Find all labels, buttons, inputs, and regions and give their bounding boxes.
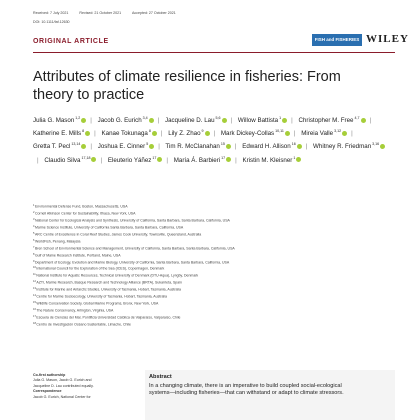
author-separator: | [213,130,216,138]
author-name[interactable] [238,117,287,124]
author-name-text: Tim R. McClanahan [165,143,220,151]
affiliation-number: 12 [33,280,36,284]
orcid-icon[interactable] [380,144,385,149]
orcid-icon[interactable] [157,157,162,162]
author-name[interactable] [301,130,347,137]
correspondence-heading: Correspondence [33,389,62,394]
affiliation-item [33,252,393,259]
affiliation-item [33,224,393,231]
author-separator: | [293,130,296,138]
affiliation-number: 10 [33,266,36,270]
affiliation-text: Gulf of Maine Research Institute, Portland, Maine, USA [34,252,121,257]
affiliation-item [33,300,393,307]
affiliation-number: 16 [33,308,36,312]
author-separator: | [100,156,103,164]
article-type-label: ORIGINAL ARTICLE [33,38,109,45]
author-name[interactable] [313,143,385,150]
author-name[interactable] [168,130,209,137]
orcid-icon[interactable] [361,118,366,123]
affiliation-item [33,293,393,300]
orcid-icon[interactable] [205,131,210,136]
article-dates [33,11,186,15]
author-separator: | [160,130,163,138]
author-separator: | [158,143,160,151]
author-name-text: Kristin M. Kleisner [242,156,293,164]
affiliation-text: International Council for the Exploration of the Sea (ICES), Copenhagen, Denmark [36,266,165,271]
affiliation-number: 17 [33,315,36,318]
affiliation-superscript: 10,11 [275,129,284,134]
affiliation-text: Department of Ecology, Evolution and Marine Biology, University of California, Santa Barbara, Santa Barbara, California, USA [34,259,230,264]
author-name-text: Katherine E. Mills [33,130,82,138]
author-name-text: Eleuterio Yáñez [107,156,152,164]
affiliation-number: 8 [33,252,35,256]
affiliation-text: WorldFish, Penang, Malaysia [34,239,81,244]
header-divider [33,52,395,53]
abstract-heading: Abstract [149,374,172,380]
affiliation-text: Institute for Marine and Antarctic Studies, University of Tasmania, Hobart, Tasmania, Australia [36,287,181,292]
author-name[interactable] [174,157,231,164]
orcid-icon[interactable] [85,131,90,136]
author-separator: | [351,130,353,138]
author-separator: | [37,156,39,164]
affiliation-item [33,231,393,238]
author-name[interactable] [33,143,86,150]
cofirst-text-2: Jacqueline D. Lau contributed equally. [33,383,94,388]
author-name[interactable] [44,157,96,164]
orcid-icon[interactable] [296,157,301,162]
affiliation-item [33,203,393,210]
orcid-icon[interactable] [81,118,86,123]
author-separator: | [291,117,293,124]
affiliation-superscript: 1 [279,116,282,120]
affiliation-number: 7 [33,245,35,249]
affiliation-item [33,238,393,245]
orcid-icon[interactable] [91,157,96,162]
revised-date: Revised: 21 October 2021 [79,11,122,15]
author-name-text: Julia G. Mason [33,117,75,124]
author-separator: | [305,143,308,151]
publisher-logo: WILEY [366,33,409,45]
affiliation-text: The Nature Conservancy, Arlington, Virginia, USA [36,308,114,313]
orcid-icon[interactable] [297,144,302,149]
author-list [33,113,393,166]
affiliation-number: 11 [33,273,36,277]
author-name[interactable] [298,117,365,124]
affiliation-number: 5 [33,231,35,235]
affiliation-number: 14 [33,294,36,298]
author-name-text: Christopher M. Free [298,117,354,124]
author-name-text: Joshua E. Cinner [97,143,146,151]
affiliation-item [33,314,393,321]
affiliation-item [33,272,393,279]
accepted-date: Accepted: 27 October 2021 [131,11,176,15]
affiliation-text: Cornell Atkinson Center for Sustainability, Ithaca, New York, USA [34,211,136,216]
orcid-icon[interactable] [81,144,86,149]
article-title: Attributes of climate resilience in fisheries: From theory to practice [33,69,341,103]
author-name-text: Whitney R. Friedman [313,143,372,151]
doi-link[interactable]: DOI: 10.1111/faf.12630 [33,20,70,24]
author-separator: | [157,117,160,124]
author-separator: | [90,117,92,124]
author-separator: | [166,156,168,164]
orcid-icon[interactable] [152,131,157,136]
affiliation-superscript: 3,16 [372,142,380,147]
affiliation-item [33,321,393,328]
author-name[interactable] [165,117,227,124]
affiliation-item [33,245,393,252]
affiliation-superscript: 5 [146,142,149,147]
affiliation-number: 6 [33,238,35,242]
affiliation-number: 15 [33,301,36,305]
affiliation-number: 1 [33,204,35,207]
author-separator: | [90,143,92,151]
author-name[interactable] [33,130,90,137]
affiliation-text: Centre for Marine Socioecology, University of Tasmania, Hobart, Tasmania, Australia [36,294,167,299]
author-name[interactable] [165,143,230,150]
affiliation-item [33,286,393,293]
affiliation-item [33,265,393,272]
orcid-icon[interactable] [149,118,154,123]
affiliation-superscript: 8 [148,129,151,134]
affiliation-superscript: 13,14 [71,142,81,147]
author-name-text: Jacob G. Eurich [97,117,142,124]
orcid-icon[interactable] [342,131,347,136]
affiliation-item [33,259,393,266]
author-name-text: Kanae Tokunaga [101,130,148,138]
orcid-icon[interactable] [282,118,287,123]
received-date: Received: 7 July 2021 [33,11,69,15]
affiliation-superscript: 4,7 [354,116,360,120]
affiliation-text: Bren School of Environmental Science and Management, University of California, Santa Barbara, Santa Barbara, California, USA [34,246,235,251]
affiliation-number: 2 [33,210,35,214]
author-name[interactable] [243,157,302,164]
author-separator: | [94,130,96,138]
affiliation-superscript: 9 [201,129,204,134]
affiliation-list [33,203,393,328]
correspondence-text: Jacob G. Eurich, National Center for [33,394,91,399]
orcid-icon[interactable] [222,118,227,123]
affiliation-superscript: 16 [291,142,296,147]
affiliation-text: AZTI, Marine Research, Basque Research and Technology Alliance (BRTA), Sukarrieta, Spain [36,280,182,285]
author-name-text: Willow Battista [237,117,279,124]
orcid-icon[interactable] [285,131,290,136]
affiliation-superscript: 3,12 [334,129,342,134]
author-name[interactable] [242,143,302,150]
author-name-text: Jacqueline D. Lau [165,117,215,124]
affiliation-item [33,217,393,224]
author-name-text: Edward H. Allison [242,143,291,151]
affiliation-text: National Center for Ecological Analysis and Synthesis, University of California, Santa Barbara, Santa Barbara, California, USA [34,218,230,223]
author-name-text: María Á. Barbieri [173,156,221,164]
affiliation-text: Environmental Defense Fund, Boston, Massachusetts, USA [34,204,128,209]
author-name[interactable] [221,130,290,137]
author-name[interactable] [33,117,86,124]
affiliation-number: 13 [33,287,36,291]
author-name[interactable] [108,157,163,164]
affiliation-superscript: 17,18 [81,155,91,160]
cofirst-text-1: Julia G. Mason, Jacob G. Eurich and [33,378,92,383]
affiliation-superscript: 1,2 [75,116,81,120]
affiliation-superscript: 5,6 [215,116,221,120]
abstract-box [145,370,395,420]
author-separator: | [230,117,233,124]
affiliation-text: ARC Centre of Excellence in Coral Reef Studies, James Cook University, Townsville, Queensland, Australia [34,232,202,237]
author-name-text: Lily Z. Zhao [168,130,201,138]
author-name-text: Mark Dickey-Collas [220,130,275,138]
journal-logo: FISH and FISHERIES [312,34,362,46]
affiliation-number: 18 [33,321,36,325]
orcid-icon[interactable] [226,157,231,162]
author-separator: | [369,117,372,124]
abstract-body [149,383,391,398]
affiliation-number: 4 [33,224,35,228]
abstract-line: systems—including fisheries—that can withstand or adapt to climate stressors. [149,390,344,397]
affiliation-text: Marine Science Institute, University of California Santa Barbara, Santa Barbara, California, USA [34,225,184,230]
author-separator: | [234,143,237,151]
author-notes [33,373,133,400]
affiliation-number: 9 [33,259,35,263]
affiliation-number: 3 [33,217,35,221]
affiliation-superscript: 15 [220,142,225,147]
affiliation-text: National Institute for Aquatic Resources, Technical University of Denmark (DTU-Aqua), Lyngby, Denmark [36,273,199,278]
affiliation-item [33,307,393,314]
author-name[interactable] [102,130,157,137]
affiliation-superscript: 17 [221,155,226,160]
cofirst-heading: Co-first authorship [33,373,66,377]
author-name[interactable] [98,117,154,124]
affiliation-superscript: 8 [82,129,85,134]
affiliation-superscript: 1 [293,155,296,160]
affiliation-superscript: 3,4 [142,116,148,120]
affiliation-text: Centro de Investigación Océano Sustentable, Limache, Chile [36,322,131,327]
author-name-text: Gretta T. Pecl [33,143,71,151]
author-name[interactable] [98,143,154,150]
author-name-text: Mireia Valle [301,130,334,138]
affiliation-item [33,279,393,286]
affiliation-text: Escuela de Ciencias del Mar, Pontificia Universidad Católica de Valparaíso, Valparaíso, Chile [36,315,181,320]
orcid-icon[interactable] [226,144,231,149]
abstract-line: In a changing climate, there is an imperative to build coupled social-ecological [149,383,342,389]
affiliation-superscript: 17 [152,155,157,160]
author-name-text: Claudio Silva [44,156,81,164]
affiliation-item [33,210,393,217]
affiliation-text: Wildlife Conservation Society, Global Marine Programs, Bronx, New York, USA [36,301,159,306]
orcid-icon[interactable] [149,144,154,149]
author-separator: | [235,156,237,164]
